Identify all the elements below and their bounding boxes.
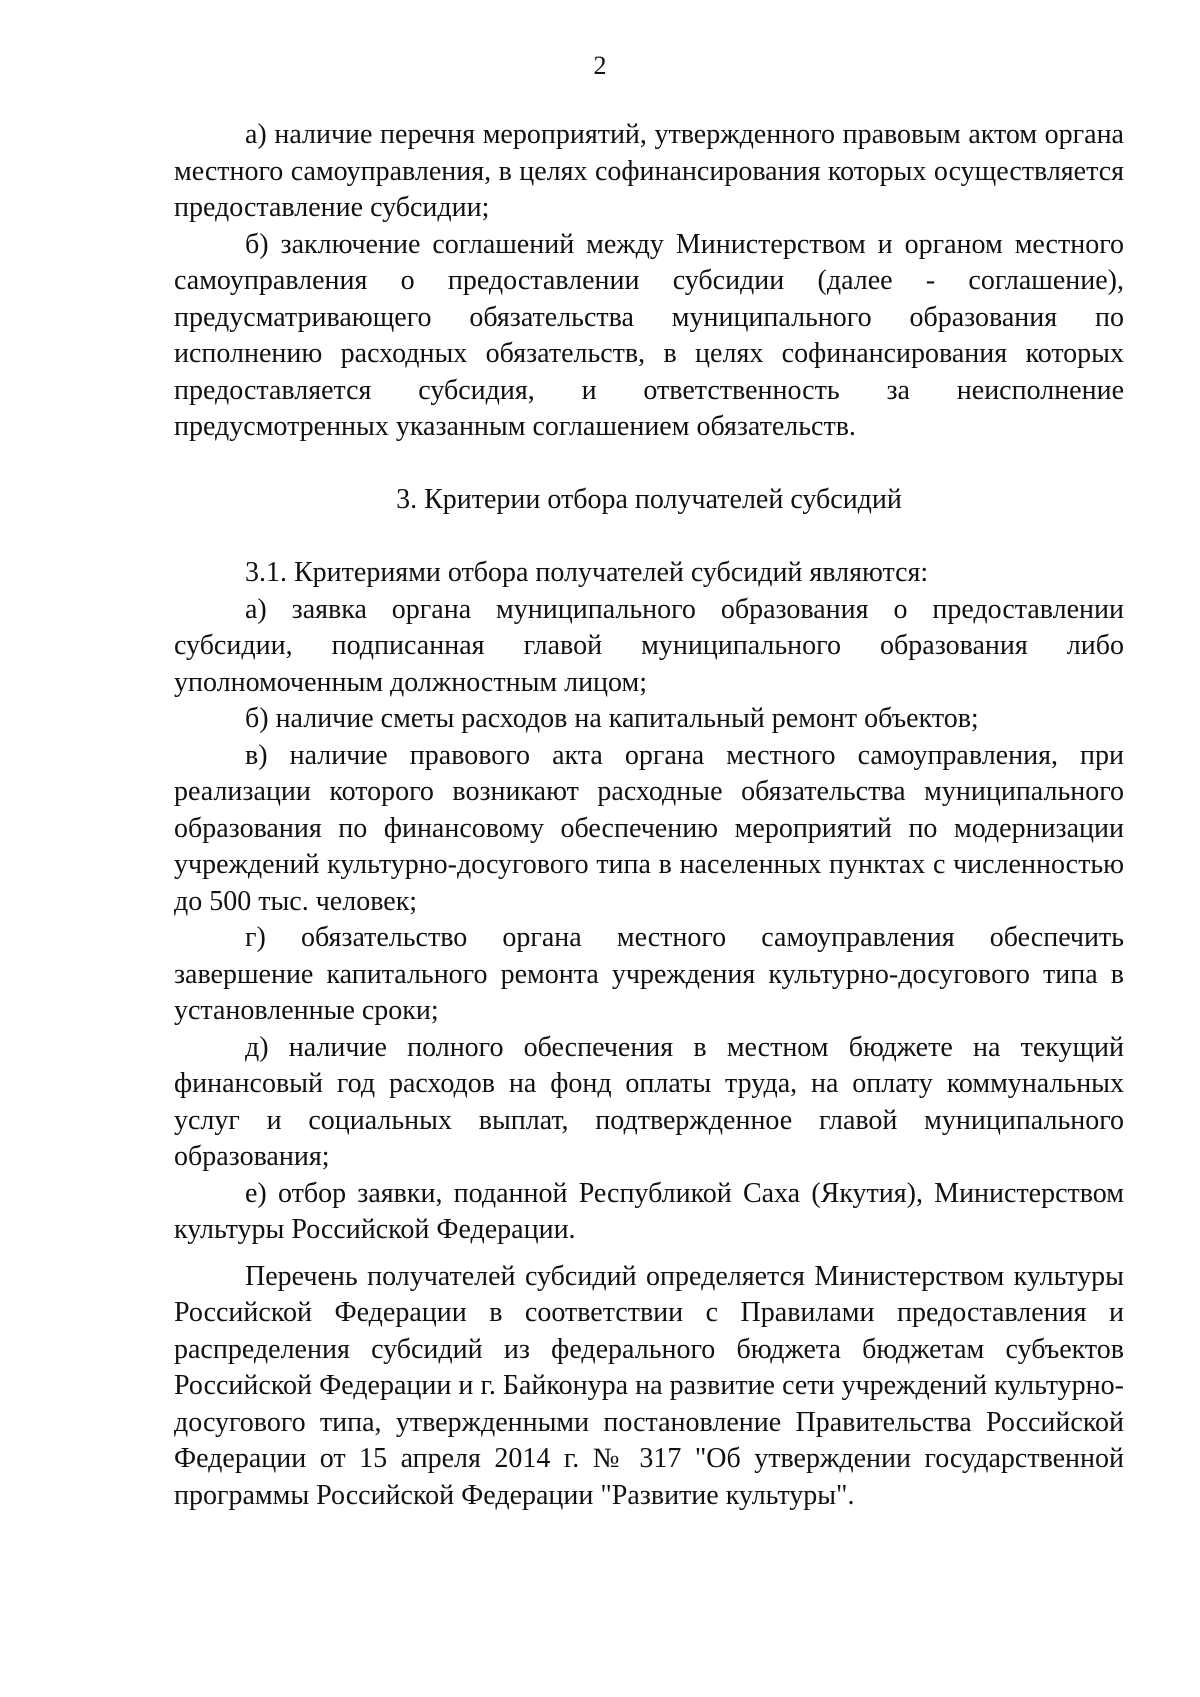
- criteria-intro: 3.1. Критериями отбора получателей субсидий являются:: [245, 557, 929, 588]
- spacer: [174, 1249, 1124, 1259]
- spacer: [174, 446, 1124, 482]
- criteria-item-a: а) заявка органа муниципального образования о предоставлении субсидии, подписанная главой муниципального образования либо уполномоченным должностным лицом;: [174, 593, 1124, 698]
- paragraph-a: а) наличие перечня мероприятий, утвержденного правовым актом органа местного самоуправления, в целях софинансирования которых осуществляется предоставление субсидии;: [174, 119, 1124, 223]
- document-body: [174, 117, 1124, 1514]
- criteria-item-d: д) наличие полного обеспечения в местном бюджете на текущий финансовый год расходов на фонд оплаты труда, на оплату коммунальных услуг и социальных выплат, подтвержденное главой муниципального образования;: [174, 1031, 1124, 1172]
- criteria-item-v: в) наличие правового акта органа местного самоуправления, при реализации которого возникают расходные обязательства муниципального образования по финансовому обеспечению мероприятий по модернизации учреждений культурно-досугового типа в населенных пунктах с численностью до 500 тыс. человек;: [174, 739, 1124, 917]
- criteria-item-g: г) обязательство органа местного самоуправления обеспечить завершение капитального ремонта учреждения культурно-досугового типа в установленные сроки;: [174, 922, 1124, 1026]
- spacer: [174, 518, 1124, 555]
- paragraph-b: б) заключение соглашений между Министерством и органом местного самоуправления о предоставлении субсидии (далее - соглашение), предусматривающего обязательства муниципального образования по исполнению расходных обязательств, в целях софинансирования которых предоставляется субсидия, и ответственность за неисполнение предусмотренных указанным соглашением обязательств.: [174, 228, 1124, 442]
- criteria-item-e: е) отбор заявки, поданной Республикой Саха (Якутия), Министерством культуры Российской Федерации.: [174, 1177, 1124, 1245]
- page-number: 2: [593, 51, 607, 80]
- closing-paragraph: Перечень получателей субсидий определяется Министерством культуры Российской Федерации в соответствии с Правилами предоставления и распределения субсидий из федерального бюджета бюджетам субъектов Российской Федерации и г. Байконура на развитие сети учреждений культурно-досугового типа, утвержденными постановление Правительства Российской Федерации от 15 апреля 2014 г. № 317 "Об утверждении государственной программы Российской Федерации "Развитие культуры".: [174, 1260, 1124, 1511]
- criteria-item-b: б) наличие сметы расходов на капитальный ремонт объектов;: [245, 703, 979, 734]
- section-heading: 3. Критерии отбора получателей субсидий: [396, 483, 902, 515]
